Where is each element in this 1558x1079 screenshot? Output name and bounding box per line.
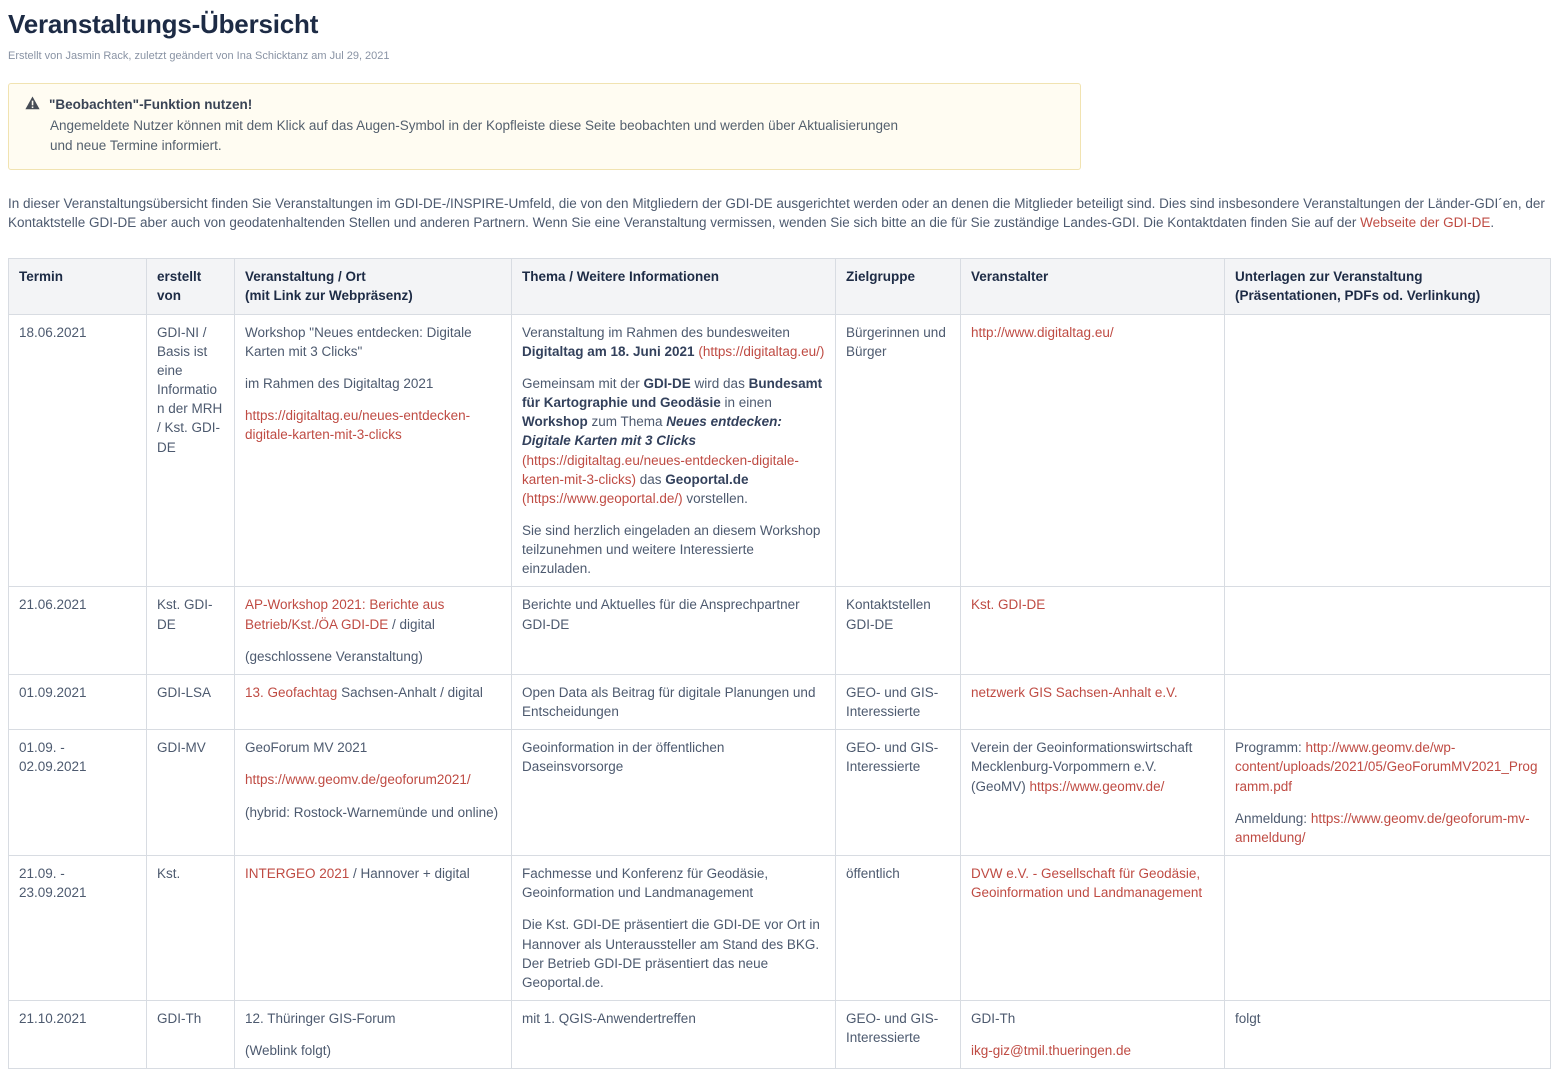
cell-paragraph [971, 864, 1214, 902]
cell-paragraph [245, 1041, 501, 1060]
cell-paragraph [522, 521, 825, 578]
cell-paragraph [846, 738, 950, 776]
link[interactable]: (https://www.geoportal.de/) [522, 490, 683, 506]
cell-paragraph [245, 770, 501, 789]
cell-veranstaltung-ort [235, 587, 512, 674]
table-row [9, 314, 1551, 587]
text-run: GDI-DE [643, 375, 691, 391]
cell-termin [9, 730, 147, 856]
cell-veranstaltung-ort [235, 730, 512, 856]
column-header-unterlagen [1225, 259, 1551, 314]
column-header-veranstalter [961, 259, 1225, 314]
cell-veranstalter [961, 587, 1225, 674]
cell-veranstalter [961, 674, 1225, 729]
text-run: wird das [690, 375, 749, 391]
cell-paragraph [971, 1041, 1214, 1060]
text-run: GDI-LSA [157, 684, 212, 700]
link[interactable]: https://www.geomv.de/geoforum-mv-anmeldung/ [1235, 810, 1530, 845]
cell-paragraph [971, 1009, 1214, 1028]
link[interactable]: (https://digitaltag.eu/neues-entdecken-digitale-karten-mit-3-clicks) [522, 452, 799, 487]
text-run: Sachsen-Anhalt / digital [337, 684, 483, 700]
cell-erstellt-von [147, 314, 235, 587]
header-line: Veranstalter [971, 269, 1049, 285]
notice-line: Angemeldete Nutzer können mit dem Klick auf das Augen-Symbol in der Kopfleiste diese Seite beobachten und werden über Aktualisierungen [50, 117, 899, 133]
text-run: 21.09. - 23.09.2021 [19, 866, 87, 901]
text-run: zum Thema [587, 414, 667, 430]
cell-paragraph [19, 864, 136, 902]
text-run: Kst. [157, 866, 181, 882]
cell-paragraph [522, 915, 825, 992]
text-run: GDI-Th [157, 1010, 202, 1026]
cell-paragraph [245, 1009, 501, 1028]
text-run: 21.10.2021 [19, 1010, 87, 1026]
cell-paragraph [1235, 809, 1540, 847]
text-run: öffentlich [846, 866, 900, 882]
text-run: Die Kst. GDI-DE präsentiert die GDI-DE vor Ort in Hannover als Unteraussteller am Stand des BKG. Der Betrieb GDI-DE präsentiert das neue Geoportal.de. [522, 917, 820, 990]
cell-thema [512, 587, 836, 674]
text-run: Bundesamt für Kartographie und Geodäsie [522, 375, 823, 411]
column-header-veranstaltung-ort [235, 259, 512, 314]
header-line: (Präsentationen, PDFs od. Verlinkung) [1235, 288, 1481, 304]
header-line: Termin [19, 269, 64, 285]
text-run: GeoForum MV 2021 [245, 740, 368, 756]
text-run: GEO- und GIS-Interessierte [846, 740, 939, 775]
text-run: Geoinformation in der öffentlichen Daseinsvorsorge [522, 740, 725, 775]
header-line: (mit Link zur Webpräsenz) [245, 288, 413, 304]
text-run: GDI-MV [157, 740, 206, 756]
cell-termin [9, 314, 147, 587]
table-row [9, 730, 1551, 856]
text-run: Berichte und Aktuelles für die Ansprechpartner GDI-DE [522, 597, 800, 632]
link[interactable]: https://digitaltag.eu/neues-entdecken-digitale-karten-mit-3-clicks [245, 408, 471, 443]
cell-paragraph [157, 1009, 224, 1028]
text-run: folgt [1235, 1010, 1261, 1026]
table-row [9, 674, 1551, 729]
cell-paragraph [19, 738, 136, 776]
table-row [9, 856, 1551, 1001]
cell-paragraph [245, 406, 501, 444]
cell-paragraph [19, 683, 136, 702]
cell-thema [512, 1000, 836, 1068]
cell-erstellt-von [147, 730, 235, 856]
cell-paragraph [157, 323, 224, 457]
cell-unterlagen [1225, 587, 1551, 674]
text-run: 01.09.2021 [19, 684, 87, 700]
link[interactable]: (https://digitaltag.eu/) [698, 343, 825, 359]
watch-notice-panel [8, 83, 1081, 170]
cell-paragraph [522, 595, 825, 633]
text-run: mit 1. QGIS-Anwendertreffen [522, 1010, 696, 1026]
text-run: Open Data als Beitrag für digitale Planungen und Entscheidungen [522, 684, 816, 720]
cell-paragraph [846, 323, 950, 361]
text-run: das [636, 471, 666, 487]
link[interactable]: AP-Workshop 2021: Berichte aus Betrieb/Kst./ÖA GDI-DE [245, 597, 445, 632]
text-run: Programm: [1235, 740, 1306, 756]
text-run: 18.06.2021 [19, 324, 87, 340]
link[interactable]: http://www.digitaltag.eu/ [971, 324, 1114, 340]
cell-veranstalter [961, 1000, 1225, 1068]
header-line: Zielgruppe [846, 269, 916, 285]
cell-paragraph [522, 1009, 825, 1028]
events-table-header [9, 259, 1551, 314]
cell-paragraph [846, 864, 950, 883]
link[interactable]: DVW e.V. - Gesellschaft für Geodäsie, Geoinformation und Landmanagement [971, 866, 1203, 901]
page-title: Veranstaltungs-Übersicht [8, 9, 319, 39]
cell-thema [512, 730, 836, 856]
text-run: in einen [720, 395, 772, 411]
cell-paragraph [522, 738, 825, 776]
cell-paragraph [157, 738, 224, 757]
text-run: (Weblink folgt) [245, 1043, 332, 1059]
text-run: Kst. GDI-DE [157, 597, 213, 632]
text-run: 01.09. - 02.09.2021 [19, 740, 87, 775]
cell-veranstaltung-ort [235, 674, 512, 729]
cell-erstellt-von [147, 587, 235, 674]
text-run: Bürgerinnen und Bürger [846, 324, 946, 359]
cell-paragraph [245, 595, 501, 633]
events-table-body [9, 314, 1551, 1069]
column-header-termin [9, 259, 147, 314]
cell-zielgruppe [836, 587, 961, 674]
cell-paragraph [846, 1009, 950, 1047]
text-run: im Rahmen des Digitaltag 2021 [245, 375, 434, 391]
cell-unterlagen [1225, 730, 1551, 856]
cell-paragraph [971, 683, 1214, 702]
text-run: . [1490, 215, 1495, 231]
cell-erstellt-von [147, 1000, 235, 1068]
text-run: Verein der Geoinformationswirtschaft Mecklenburg-Vorpommern e.V. (GeoMV) [971, 740, 1193, 794]
cell-unterlagen [1225, 1000, 1551, 1068]
header-row [9, 259, 1551, 314]
link[interactable]: Kst. GDI-DE [971, 597, 1046, 613]
cell-paragraph [245, 683, 501, 702]
cell-paragraph [245, 647, 501, 666]
link[interactable]: http://www.geomv.de/wp-content/uploads/2021/05/GeoForumMV2021_Programm.pdf [1235, 740, 1538, 794]
column-header-zielgruppe [836, 259, 961, 314]
cell-paragraph [245, 864, 501, 883]
text-run: Veranstaltung im Rahmen des bundesweiten [522, 324, 790, 340]
text-run: / digital [388, 616, 435, 632]
cell-thema [512, 674, 836, 729]
link[interactable]: Webseite der GDI-DE [1360, 215, 1491, 231]
cell-veranstalter [961, 856, 1225, 1001]
column-header-erstellt-von [147, 259, 235, 314]
text-run: vorstellen. [682, 490, 748, 506]
text-run: Workshop "Neues entdecken: Digitale Karten mit 3 Clicks" [245, 324, 472, 359]
cell-paragraph [522, 323, 825, 361]
table-row [9, 1000, 1551, 1068]
cell-paragraph [971, 595, 1214, 614]
cell-zielgruppe [836, 314, 961, 587]
cell-veranstaltung-ort [235, 856, 512, 1001]
cell-erstellt-von [147, 856, 235, 1001]
header-line: Unterlagen zur Veranstaltung [1235, 269, 1423, 285]
cell-unterlagen [1225, 314, 1551, 587]
link[interactable]: INTERGEO 2021 [245, 866, 350, 882]
cell-zielgruppe [836, 856, 961, 1001]
notice-line: und neue Termine informiert. [50, 137, 222, 153]
link[interactable]: https://www.geomv.de/geoforum2021/ [245, 772, 471, 788]
cell-termin [9, 1000, 147, 1068]
text-run: Kontaktstellen GDI-DE [846, 597, 931, 632]
cell-paragraph [846, 595, 950, 633]
cell-thema [512, 856, 836, 1001]
cell-veranstalter [961, 730, 1225, 856]
cell-zielgruppe [836, 1000, 961, 1068]
text-run: / Hannover + digital [349, 866, 470, 882]
text-run: Workshop [522, 414, 588, 430]
cell-paragraph [19, 323, 136, 342]
link[interactable]: ikg-giz@tmil.thueringen.de [971, 1043, 1132, 1059]
cell-paragraph [846, 683, 950, 721]
column-header-thema [512, 259, 836, 314]
text-run: Gemeinsam mit der [522, 375, 644, 391]
cell-termin [9, 856, 147, 1001]
cell-paragraph [245, 323, 501, 361]
text-run: 12. Thüringer GIS-Forum [245, 1010, 396, 1026]
byline: Erstellt von Jasmin Rack, zuletzt geändert von Ina Schicktanz am Jul 29, 2021 [8, 49, 390, 62]
cell-paragraph [1235, 1009, 1540, 1028]
cell-zielgruppe [836, 730, 961, 856]
text-run: In dieser Veranstaltungsübersicht finden Sie Veranstaltungen im GDI-DE-/INSPIRE-Umfeld, die von den Mitgliedern der GDI-DE ausgerichtet werden oder an denen die Mitglieder beteiligt sind. Dies sind insbesondere Veranstaltungen der Länder-GDI´en, der Kontaktstelle GDI-DE aber auch von geodatenhaltenden Stellen und anderen Partnern. Wenn Sie eine Veranstaltung vermissen, wenden Sie sich bitte an die für Sie zuständige Landes-GDI. Die Kontaktdaten finden Sie auf der [8, 195, 1545, 231]
cell-paragraph [245, 803, 501, 822]
cell-paragraph [19, 595, 136, 614]
text-run: Digitaltag am 18. Juni 2021 [522, 343, 695, 359]
cell-unterlagen [1225, 674, 1551, 729]
cell-thema [512, 314, 836, 587]
cell-termin [9, 587, 147, 674]
cell-paragraph [157, 864, 224, 883]
notice-body [50, 116, 1064, 155]
header-line: Veranstaltung / Ort [245, 269, 366, 285]
table-row [9, 587, 1551, 674]
text-run: (geschlossene Veranstaltung) [245, 648, 423, 664]
link[interactable]: Geoportal.de [665, 471, 749, 487]
cell-veranstaltung-ort [235, 314, 512, 587]
text-run: Neues entdecken: Digitale Karten mit 3 Clicks [522, 414, 782, 449]
cell-paragraph [522, 864, 825, 902]
cell-paragraph [522, 374, 825, 508]
cell-paragraph [19, 1009, 136, 1028]
cell-erstellt-von [147, 674, 235, 729]
link[interactable]: netzwerk GIS Sachsen-Anhalt e.V. [971, 684, 1178, 700]
cell-veranstaltung-ort [235, 1000, 512, 1068]
link[interactable]: 13. Geofachtag [245, 684, 338, 700]
text-run: GEO- und GIS-Interessierte [846, 684, 939, 720]
cell-paragraph [157, 683, 224, 702]
cell-veranstalter [961, 314, 1225, 587]
cell-unterlagen [1225, 856, 1551, 1001]
cell-paragraph [1235, 738, 1540, 795]
cell-paragraph [245, 738, 501, 757]
text-run: GEO- und GIS-Interessierte [846, 1010, 939, 1046]
events-table [8, 258, 1551, 1069]
cell-paragraph [971, 323, 1214, 342]
text-run: Anmeldung: [1235, 810, 1311, 826]
text-run: GDI-NI / Basis ist eine Information der MRH / Kst. GDI-DE [157, 324, 223, 455]
header-line: erstellt von [157, 269, 202, 304]
cell-termin [9, 674, 147, 729]
cell-paragraph [522, 683, 825, 721]
text-run: Fachmesse und Konferenz für Geodäsie, Geoinformation und Landmanagement [522, 866, 769, 901]
text-run: GDI-Th [971, 1010, 1016, 1026]
text-run: 21.06.2021 [19, 597, 87, 613]
cell-paragraph [157, 595, 224, 633]
text-run: (hybrid: Rostock-Warnemünde und online) [245, 804, 499, 820]
cell-zielgruppe [836, 674, 961, 729]
header-line: Thema / Weitere Informationen [522, 269, 720, 285]
cell-paragraph [971, 738, 1214, 795]
text-run: Sie sind herzlich eingeladen an diesem Workshop teilzunehmen und weitere Interessierte einzuladen. [522, 523, 821, 577]
intro-paragraph [8, 194, 1550, 232]
warning-icon [25, 96, 40, 115]
cell-paragraph [245, 374, 501, 393]
link[interactable]: https://www.geomv.de/ [1029, 778, 1165, 794]
notice-title: "Beobachten"-Funktion nutzen! [49, 96, 253, 112]
